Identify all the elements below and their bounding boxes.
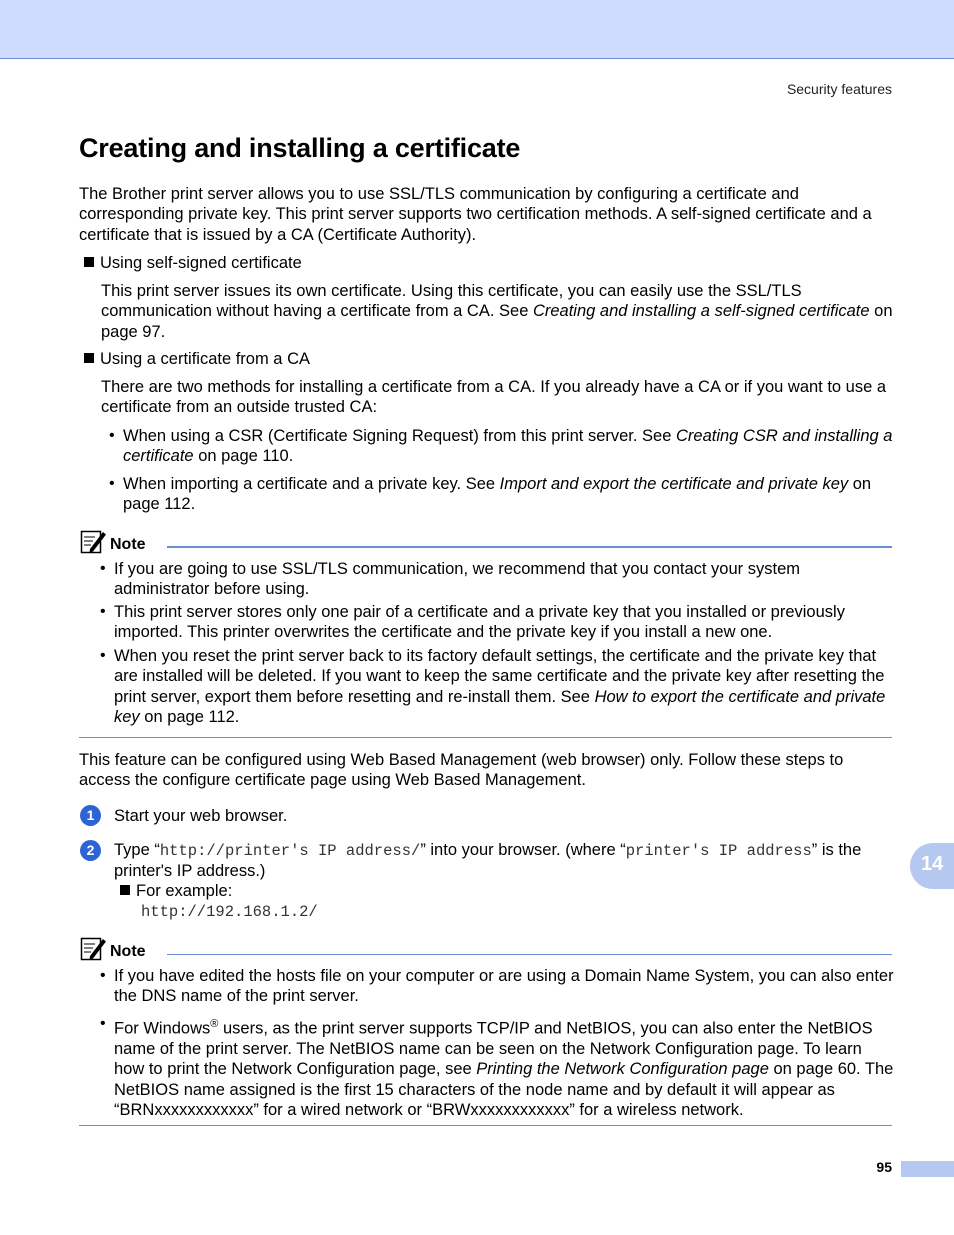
bullet-dot: • (100, 560, 106, 577)
note-rule (167, 546, 892, 548)
example-label (120, 881, 820, 901)
section-header: Security features (786, 81, 892, 97)
cross-reference-link[interactable]: How to export the certificate and private key (114, 687, 886, 727)
note-header (80, 935, 146, 962)
example-label-text: For example: (136, 882, 233, 900)
note-item: This print server stores only one pair of a certificate and a private key that you installed or previously imported. This printer overwrites the certificate and the private key if you install a new one. (114, 603, 845, 642)
note-text: When you reset the print server back to its factory default settings, the certificate and the private key that are installed will be deleted. If you want to keep the same certificate and the private key after resetting the print server, export them before resetting and re-install them. See (114, 647, 885, 706)
note-end-rule (79, 737, 892, 738)
note-pencil-icon (80, 935, 107, 962)
sub-text: When using a CSR (Certificate Signing Request) from this print server. See (123, 427, 676, 445)
note-item (114, 646, 894, 728)
example-url: http://192.168.1.2/ (141, 903, 318, 921)
bullet-dot: • (109, 427, 115, 444)
note-text: on page 60. The NetBIOS name assigned is the first 15 characters of the node name and by default it will appear as “BRNxxxxxxxxxxxx” for a wired network or “BRWxxxxxxxxxxxx” for a wireless network. (114, 1060, 894, 1120)
step-number-2: 2 (80, 840, 101, 861)
chapter-number: 14 (921, 853, 944, 875)
step-2-text (114, 840, 890, 882)
note-end-rule (79, 1125, 892, 1126)
url-code: http://printer's IP address/ (159, 842, 421, 860)
desc-text: This print server issues its own certificate. Using this certificate, you can easily use the SSL/TLS communication without having a certificate from a CA. See (101, 282, 802, 321)
note-text: users, as the print server supports TCP/IP and NetBIOS, you can also enter the NetBIOS name of the print server. The NetBIOS name can be seen on the Network Configuration page. To learn how to print the Network Configuration page, see (114, 1019, 873, 1079)
square-bullet-icon (84, 353, 94, 363)
method-label: Using a certificate from a CA (100, 350, 310, 368)
intro-paragraph: The Brother print server allows you to use SSL/TLS communication by configuring a certificate and corresponding private key. This print server supports two certification methods. A self-signed certificate and a certificate that is issued by a CA (Certificate Authority). (79, 185, 872, 244)
bullet-dot: • (100, 967, 106, 984)
sub-text: When importing a certificate and a private key. See (123, 475, 500, 493)
step-text: ” is the printer's IP address.) (114, 841, 862, 881)
page-tab (901, 1161, 954, 1177)
method-ca (84, 349, 884, 369)
note-label: Note (110, 536, 146, 553)
step-number-1: 1 (80, 805, 101, 826)
method-ca-desc: There are two methods for installing a certificate from a CA. If you already have a CA or if you want to use a certificate from an outside trusted CA: (101, 378, 887, 417)
note-text: For Windows (114, 1019, 211, 1038)
method-self-signed-desc (101, 281, 893, 342)
square-bullet-icon (120, 885, 130, 895)
ca-sub-item (123, 426, 893, 467)
step-text: ” into your browser. (where “ (420, 841, 626, 859)
ca-sub-item (123, 474, 893, 515)
bullet-dot: • (100, 1015, 106, 1032)
note-item: If you are going to use SSL/TLS communication, we recommend that you contact your system administrator before using. (114, 560, 800, 599)
method-self-signed (84, 253, 884, 273)
square-bullet-icon (84, 257, 94, 267)
page-ref: on page 97. (101, 302, 893, 341)
bullet-dot: • (109, 475, 115, 492)
page-ref: on page 112. (139, 708, 240, 727)
cross-reference-link[interactable]: Printing the Network Configuration page (476, 1060, 769, 1079)
cross-reference-link[interactable]: Creating CSR and installing a certificate (123, 427, 893, 466)
page-title: Creating and installing a certificate (79, 133, 521, 163)
step-1-text: Start your web browser. (114, 807, 288, 825)
header-band (0, 0, 954, 59)
bullet-dot: • (100, 603, 106, 620)
bullet-dot: • (100, 647, 106, 664)
note-pencil-icon (80, 528, 107, 555)
cross-reference-link[interactable]: Import and export the certificate and private key (499, 475, 849, 493)
note-label: Note (110, 943, 146, 960)
note-item: If you have edited the hosts file on your computer or are using a Domain Name System, you can also enter the DNS name of the print server. (114, 967, 894, 1006)
cross-reference-link[interactable]: Creating and installing a self-signed certificate (532, 302, 870, 321)
note-item (114, 1014, 894, 1121)
ip-code: printer's IP address (625, 842, 812, 860)
note-header (80, 528, 146, 555)
page-ref: on page 112. (123, 475, 872, 514)
feature-paragraph: This feature can be configured using Web Based Management (web browser) only. Follow these steps to access the configure certificate page using Web Based Management. (79, 751, 844, 790)
method-label: Using self-signed certificate (100, 254, 302, 272)
registered-mark: ® (210, 1018, 219, 1030)
step-text: Type “ (114, 841, 160, 859)
page-ref: on page 110. (193, 447, 294, 466)
page-number: 95 (876, 1159, 892, 1175)
note-rule (167, 954, 892, 955)
